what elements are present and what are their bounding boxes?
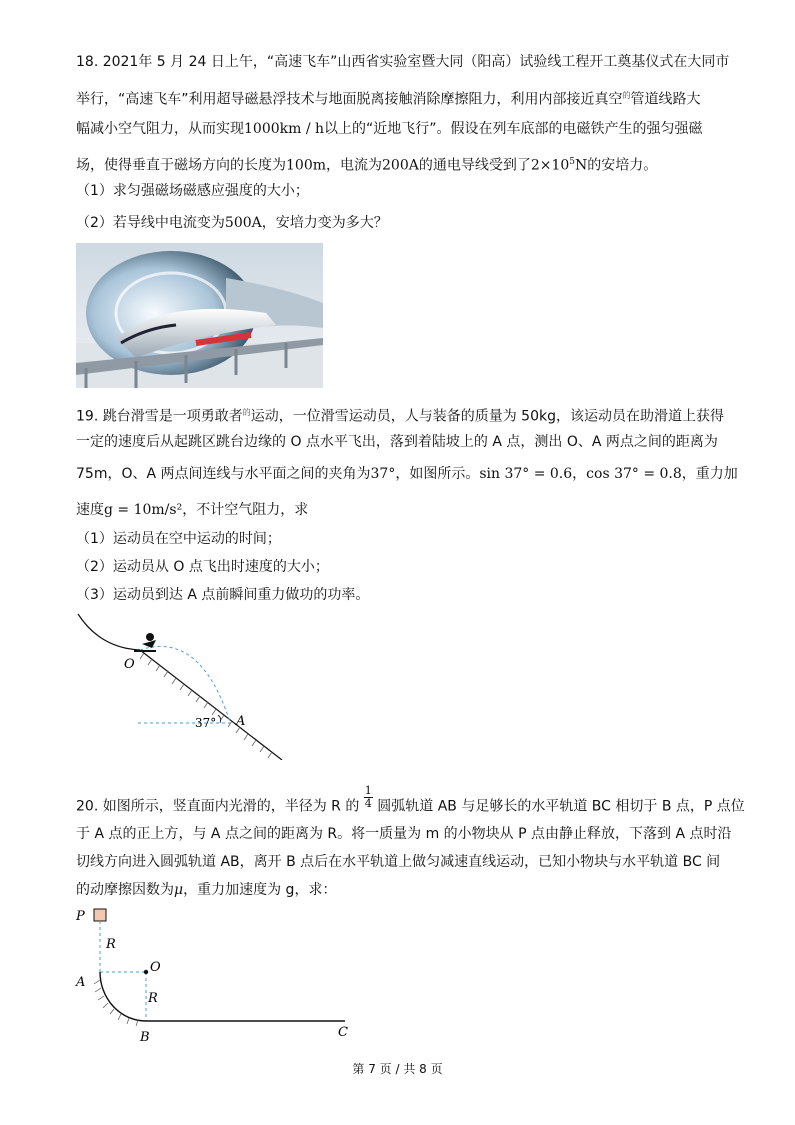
q18-line-2: 举行，“高速飞车”利用超导磁悬浮技术与地面脱离接触消除摩擦阻力，利用内部接近真空$^的$管道线路大 (76, 91, 701, 108)
q20-line-2: 于 A 点的正上方，与 A 点之间的距离为 R。将一质量为 m 的小物块从 P 点由静止释放，下落到 A 点时沿 (76, 826, 732, 842)
q18-part-2: （2）若导线中电流变为500A，安培力变为多大？ (76, 215, 388, 231)
q19-line-1: 19. 跳台滑雪是一项勇敢者$^的$运动，一位滑雪运动员，人与装备的质量为 50kg，该运动员在助滑道上获得 (76, 408, 724, 425)
block-p (94, 909, 106, 921)
label-r-right: R (148, 991, 158, 1006)
center-point (144, 970, 148, 974)
track-diagram (70, 900, 360, 1050)
quarter-fraction: $\frac{1}{4}$ (364, 784, 372, 810)
label-a: A (76, 975, 86, 990)
q20-line-4: 的动摩擦因数为μ，重力加速度为 g，求： (76, 882, 337, 898)
label-r-top: R (106, 937, 116, 952)
q19-line-2: 一定的速度后从起跳区跳台边缘的 O 点水平飞出，落到着陆坡上的 A 点，测出 O、A 两点之间的距离为 (76, 434, 718, 450)
label-o: O (150, 960, 161, 975)
q19-part-3: （3）运动员到达 A 点前瞬间重力做功的功率。 (76, 587, 370, 603)
q20-line-1: 20. 如图所示，竖直面内光滑的，半径为 R 的 $\frac{1}{4}$ 圆弧轨道 AB 与足够长的水平轨道 BC 相切于 B 点，P 点位 (76, 784, 745, 815)
q18-part-1: （1）求匀强磁场磁感应强度的大小； (76, 183, 309, 199)
label-a: A (236, 714, 246, 729)
q18-line-1: 18. 2021年 5 月 24 日上午，“高速飞车”山西省实验室暨大同（阳高）试验线工程开工奠基仪式在大同市 (76, 54, 730, 70)
track-path (100, 972, 345, 1021)
q18-line-4: 场，使得垂直于磁场方向的长度为100m，电流为200A的通电导线受到了$2\times 10^5N$的安培力。 (76, 157, 658, 174)
label-angle: 37° (195, 716, 217, 730)
q20-line-3: 切线方向进入圆弧轨道 AB，离开 B 点后在水平轨道上做匀减速直线运动，已知小物块与水平轨道 BC 间 (76, 854, 721, 870)
ski-jump-diagram (70, 610, 290, 760)
label-b: B (140, 1030, 150, 1045)
skier-icon (134, 633, 156, 651)
q19-part-1: （1）运动员在空中运动的时间； (76, 531, 281, 547)
label-p: P (76, 909, 85, 924)
landing-slope (140, 650, 282, 760)
page-footer: 第 7 页 / 共 8 页 (352, 1062, 443, 1076)
angle-arc (218, 715, 221, 723)
q19-line-4: 速度g = 10m/s²，不计空气阻力，求 (76, 502, 309, 518)
slope-hatching (140, 653, 272, 758)
q19-part-2: （2）运动员从 O 点飞出时速度的大小； (76, 559, 329, 575)
ramp-curve (78, 614, 140, 650)
q18-line-3: 幅减小空气阻力，从而实现1000km / h以上的“近地飞行”。假设在列车底部的电磁铁产生的强匀强磁 (76, 121, 703, 137)
maglev-train-photo (76, 243, 323, 388)
label-o: O (124, 657, 135, 672)
label-c: C (338, 1025, 348, 1040)
q19-line-3: 75m，O、A 两点间连线与水平面之间的夹角为37°，如图所示。sin 37° = 0.6，cos 37° = 0.8，重力加 (76, 466, 738, 482)
